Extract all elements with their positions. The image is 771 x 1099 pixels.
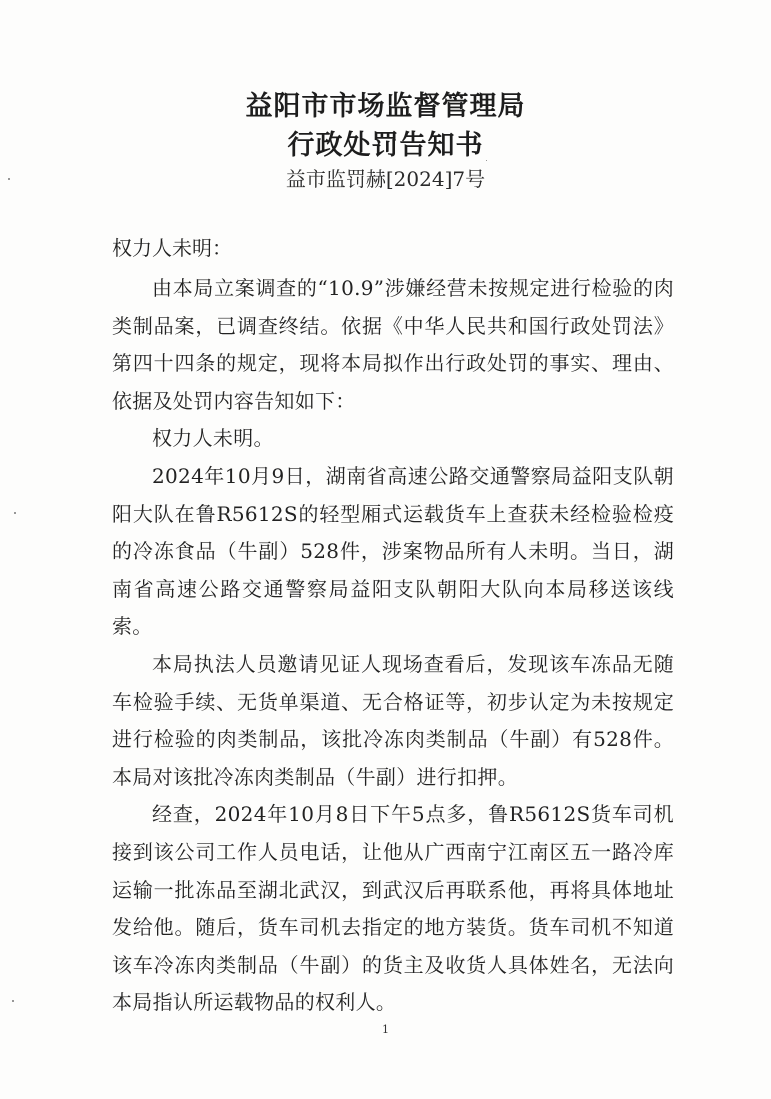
paragraph-inspection: 本局执法人员邀请见证人现场查看后，发现该车冻品无随车检验手续、无货单渠道、无合格证等，初步认定为未按规定进行检验的肉类制品，该批冷冻肉类制品（牛副）有528件。本局对该批冷冻肉类制品（牛副）进行扣押。 [112, 651, 674, 789]
document-title-agency: 益阳市市场监督管理局 [245, 91, 526, 122]
salutation: 权力人未明： [112, 236, 232, 260]
paragraph-party: 权力人未明。 [152, 426, 274, 451]
scan-speck [14, 512, 16, 514]
paragraph-investigation: 经查，2024年10月8日下午5点多，鲁R5612S货车司机接到该公司工作人员电话，让他从广西南宁江南区五一路冷库运输一批冻品至湖北武汉，到武汉后再联系他，再将具体地址发给他。随后，货车司机去指定的地方装货。货车司机不知道该车冷冻肉类制品（牛副）的货主及收货人具体姓名，无法向本局指认所运载物品的权利人。 [112, 802, 674, 1015]
document-title-type: 行政处罚告知书 [287, 130, 484, 161]
page-number: 1 [382, 1023, 389, 1036]
document-number: 益市监罚赫[2024]7号 [285, 167, 486, 191]
scan-speck [486, 160, 487, 161]
scan-speck [8, 178, 10, 180]
paragraph-seizure: 2024年10月9日，湖南省高速公路交通警察局益阳支队朝阳大队在鲁R5612S的轻型厢式运载货车上查获未经检验检疫的冷冻食品（牛副）528件，涉案物品所有人未明。当日，湖南省高速公路交通警察局益阳支队朝阳大队向本局移送该线索。 [112, 463, 674, 639]
document-body [112, 270, 674, 1022]
paragraph-intro: 由本局立案调查的“10.9”涉嫌经营未按规定进行检验的肉类制品案，已调查终结。依据《中华人民共和国行政处罚法》第四十四条的规定，现将本局拟作出行政处罚的事实、理由、依据及处罚内容告知如下： [112, 276, 674, 413]
scan-speck [12, 1000, 14, 1002]
